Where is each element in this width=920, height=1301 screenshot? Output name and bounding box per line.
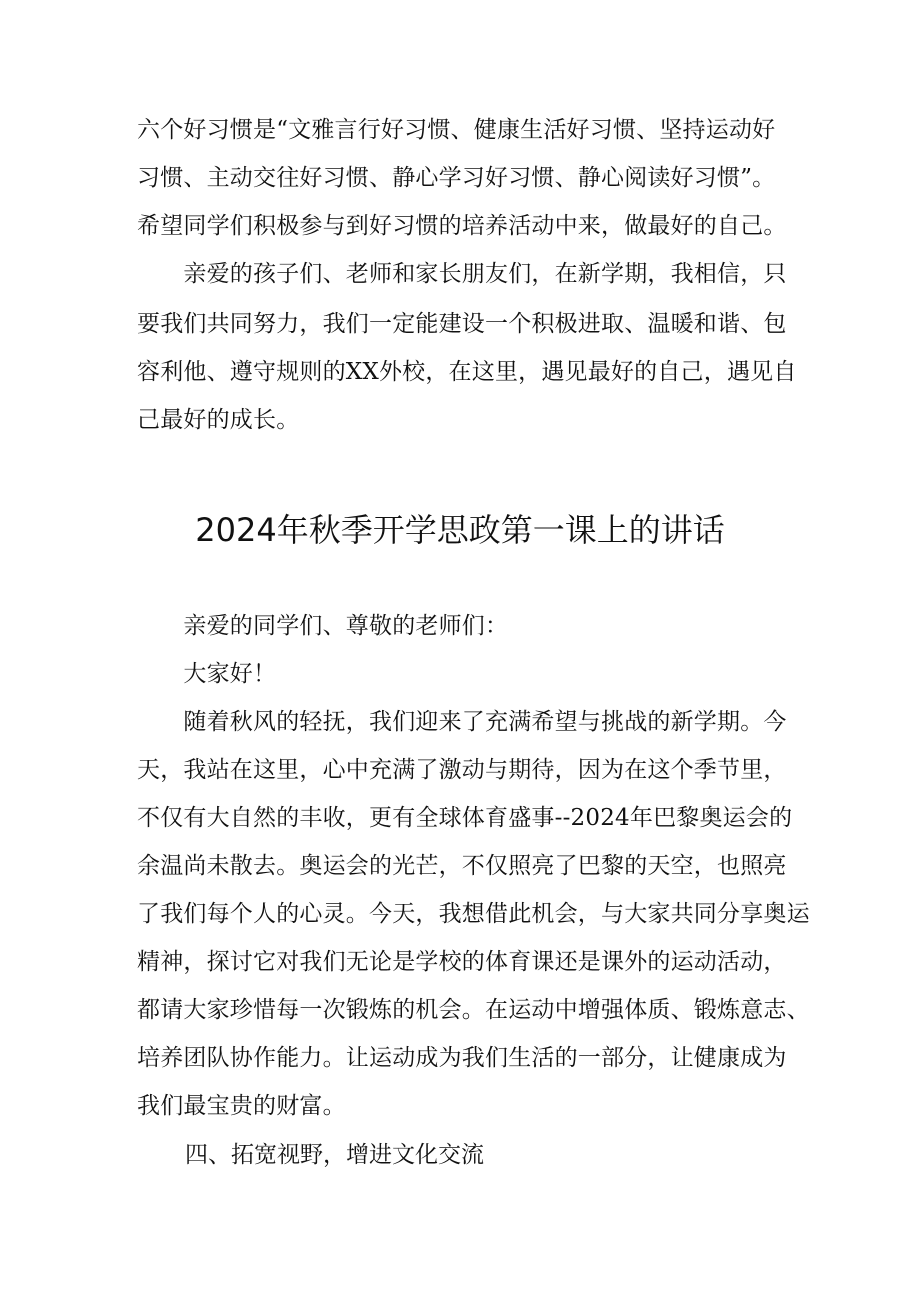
text-line: 了我们每个人的心灵。今天，我想借此机会，与大家共同分享奥运	[137, 901, 810, 927]
text-line: 我们最宝贵的财富。	[137, 1093, 346, 1119]
document-title: 2024年秋季开学思政第一课上的讲话	[195, 511, 725, 549]
text-line: 不仅有大自然的丰收，更有全球体育盛事--2024年巴黎奥运会的	[137, 805, 793, 831]
text-line: 己最好的成长。	[137, 407, 300, 433]
text-line: 培养团队协作能力。让运动成为我们生活的一部分，让健康成为	[137, 1045, 787, 1071]
text-line: 随着秋风的轻抚，我们迎来了充满希望与挑战的新学期。今	[137, 709, 787, 735]
text-line: 精神，探讨它对我们无论是学校的体育课还是课外的运动活动，	[137, 949, 787, 975]
text-line: 余温尚未散去。奥运会的光芒，不仅照亮了巴黎的天空，也照亮	[137, 853, 787, 879]
text-line: 亲爱的孩子们、老师和家长朋友们，在新学期，我相信，只	[137, 261, 787, 287]
text-line: 亲爱的同学们、尊敬的老师们：	[137, 613, 509, 639]
text-line: 都请大家珍惜每一次锻炼的机会。在运动中增强体质、锻炼意志、	[137, 997, 810, 1023]
text-line: 习惯、主动交往好习惯、静心学习好习惯、静心阅读好习惯”。	[137, 165, 776, 191]
text-line: 六个好习惯是“文雅言行好习惯、健康生活好习惯、坚持运动好	[137, 117, 776, 143]
text-line: 天，我站在这里，心中充满了激动与期待，因为在这个季节里，	[137, 757, 787, 783]
text-line: 大家好！	[137, 661, 277, 687]
section-heading: 四、拓宽视野，增进文化交流	[185, 1142, 484, 1168]
text-line: 希望同学们积极参与到好习惯的培养活动中来，做最好的自己。	[137, 213, 787, 239]
text-line: 要我们共同努力，我们一定能建设一个积极进取、温暖和谐、包	[137, 311, 787, 337]
text-line: 容利他、遵守规则的XX外校，在这里，遇见最好的自己，遇见自	[137, 359, 797, 385]
